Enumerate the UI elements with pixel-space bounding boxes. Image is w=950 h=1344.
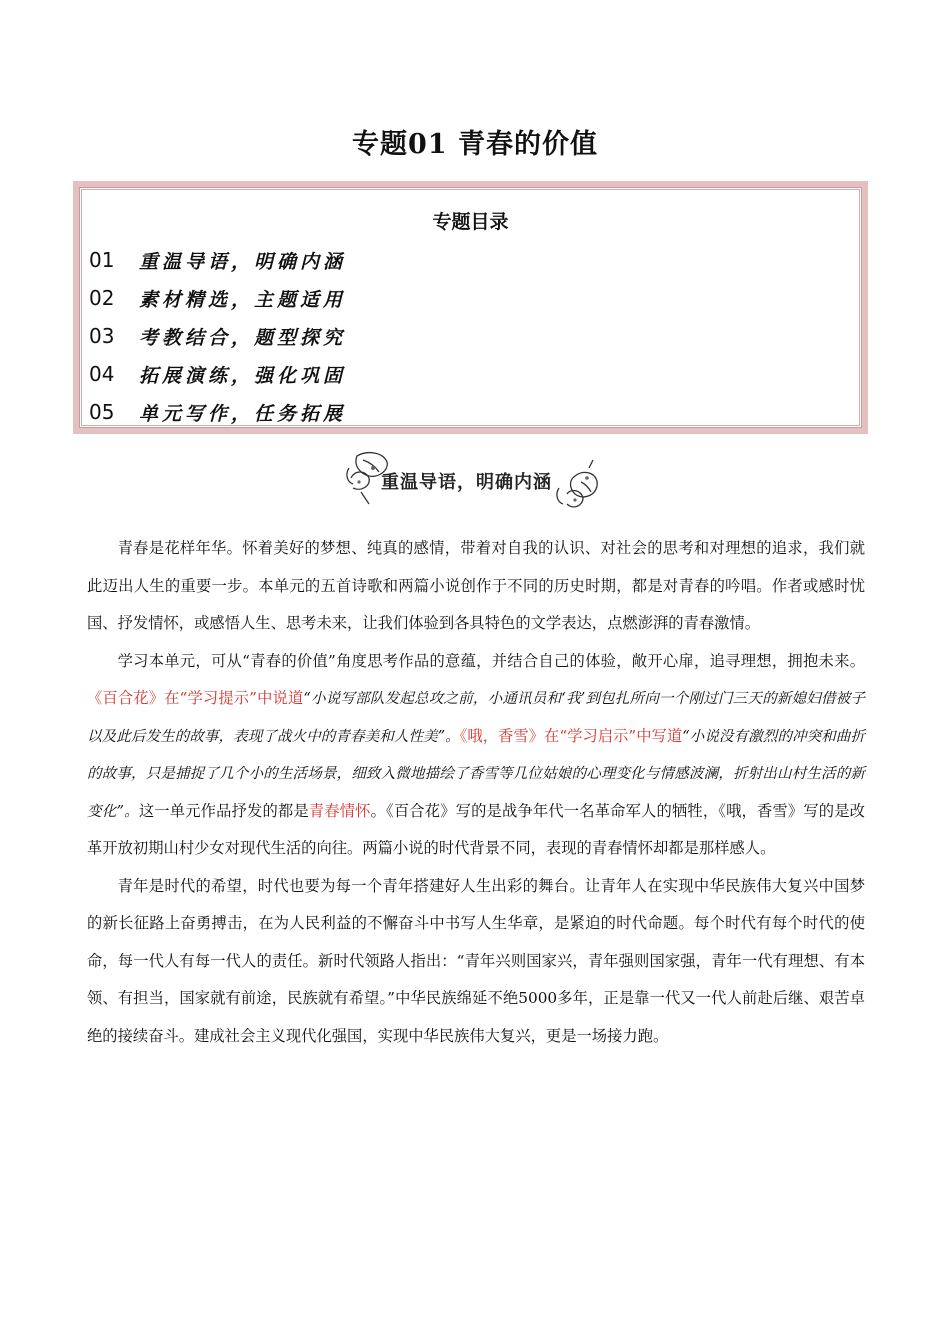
paragraph [87,643,865,868]
intro-text [87,530,865,1055]
toc-item [89,359,346,389]
toc-item-label: 拓展演练，强化巩固 [139,364,347,387]
text-span: 学习本单元，可从“青春的价值”角度思考作品的意蕴，并结合自己的体验，敞开心扉，追寻理想，拥抱未来。 [117,651,865,670]
quote-text: “小说没有激烈的冲突和曲折的故事，只是捕捉了几个小的生活场景，细致入微地描绘了香雪等几位姑娘的心理变化与情感波澜，折射出山村生活的新变化”。 [87,727,865,820]
toc-item [89,283,346,313]
toc-item [89,397,346,427]
toc-title: 专题目录 [432,211,509,233]
toc-item-number: 05 [89,400,115,424]
text-span: 这一单元作品抒发的都是 [138,801,309,820]
paragraph: 青春是花样年华。怀着美好的梦想、纯真的感情，带着对自我的认识、对社会的思考和对理想的追求，我们就此迈出人生的重要一步。本单元的五首诗歌和两篇小说创作于不同的历史时期，都是对青春的吟唱。作者或感时忧国、抒发情怀，或感悟人生、思考未来，让我们体验到各具特色的文学表达，点燃澎湃的青春激情。 [87,539,865,632]
toc-item-number: 03 [89,324,115,348]
highlight-text: 《哦，香雪》在“学习启示”中写道 [459,726,683,745]
toc-item-number: 02 [89,286,115,310]
toc-item-number: 04 [89,362,115,386]
section-banner [343,448,607,512]
section-heading: 重温导语，明确内涵 [381,472,552,493]
toc-item [89,245,346,275]
toc-item-number: 01 [89,248,115,272]
text-span: 。《百合花》写的是战争年代一名革命军人的牺牲，《哦，香雪》写的是改革开放初期山村少女对现代生活的向往。两篇小说的时代背景不同，表现的青春情怀却都是那样感人。 [87,801,865,857]
toc-item-label: 考教结合，题型探究 [139,326,347,349]
toc-box [73,181,868,434]
toc-item-label: 重温导语，明确内涵 [139,250,347,273]
toc-item-label: 单元写作，任务拓展 [139,402,347,425]
quote-text: “小说写部队发起总攻之前，小通讯员和‘我’到包扎所向一个刚过门三天的新媳妇借被子以及此后发生的故事，表现了战火中的青春美和人性美”。 [87,690,865,745]
highlight-text: 青春情怀 [308,801,371,820]
highlight-text: 《百合花》在“学习提示”中说道 [87,689,304,707]
paragraph: 青年是时代的希望，时代也要为每一个青年搭建好人生出彩的舞台。让青年人在实现中华民族伟大复兴中国梦的新长征路上奋勇搏击，在为人民利益的不懈奋斗中书写人生华章，是紧迫的时代命题。每个时代有每个时代的使命，每一代人有每一代人的责任。新时代领路人指出：“青年兴则国家兴，青年强则国家强，青年一代有理想、有本领、有担当，国家就有前途，民族就有希望。”中华民族绵延不绝5000多年，正是靠一代又一代人前赴后继、艰苦卓绝的接续奋斗。建成社会主义现代化强国，实现中华民族伟大复兴，更是一场接力跑。 [87,876,865,1045]
toc-item [89,321,346,351]
toc-item-label: 素材精选，主题适用 [139,288,347,311]
page-title: 专题01 青春的价值 [352,129,598,160]
